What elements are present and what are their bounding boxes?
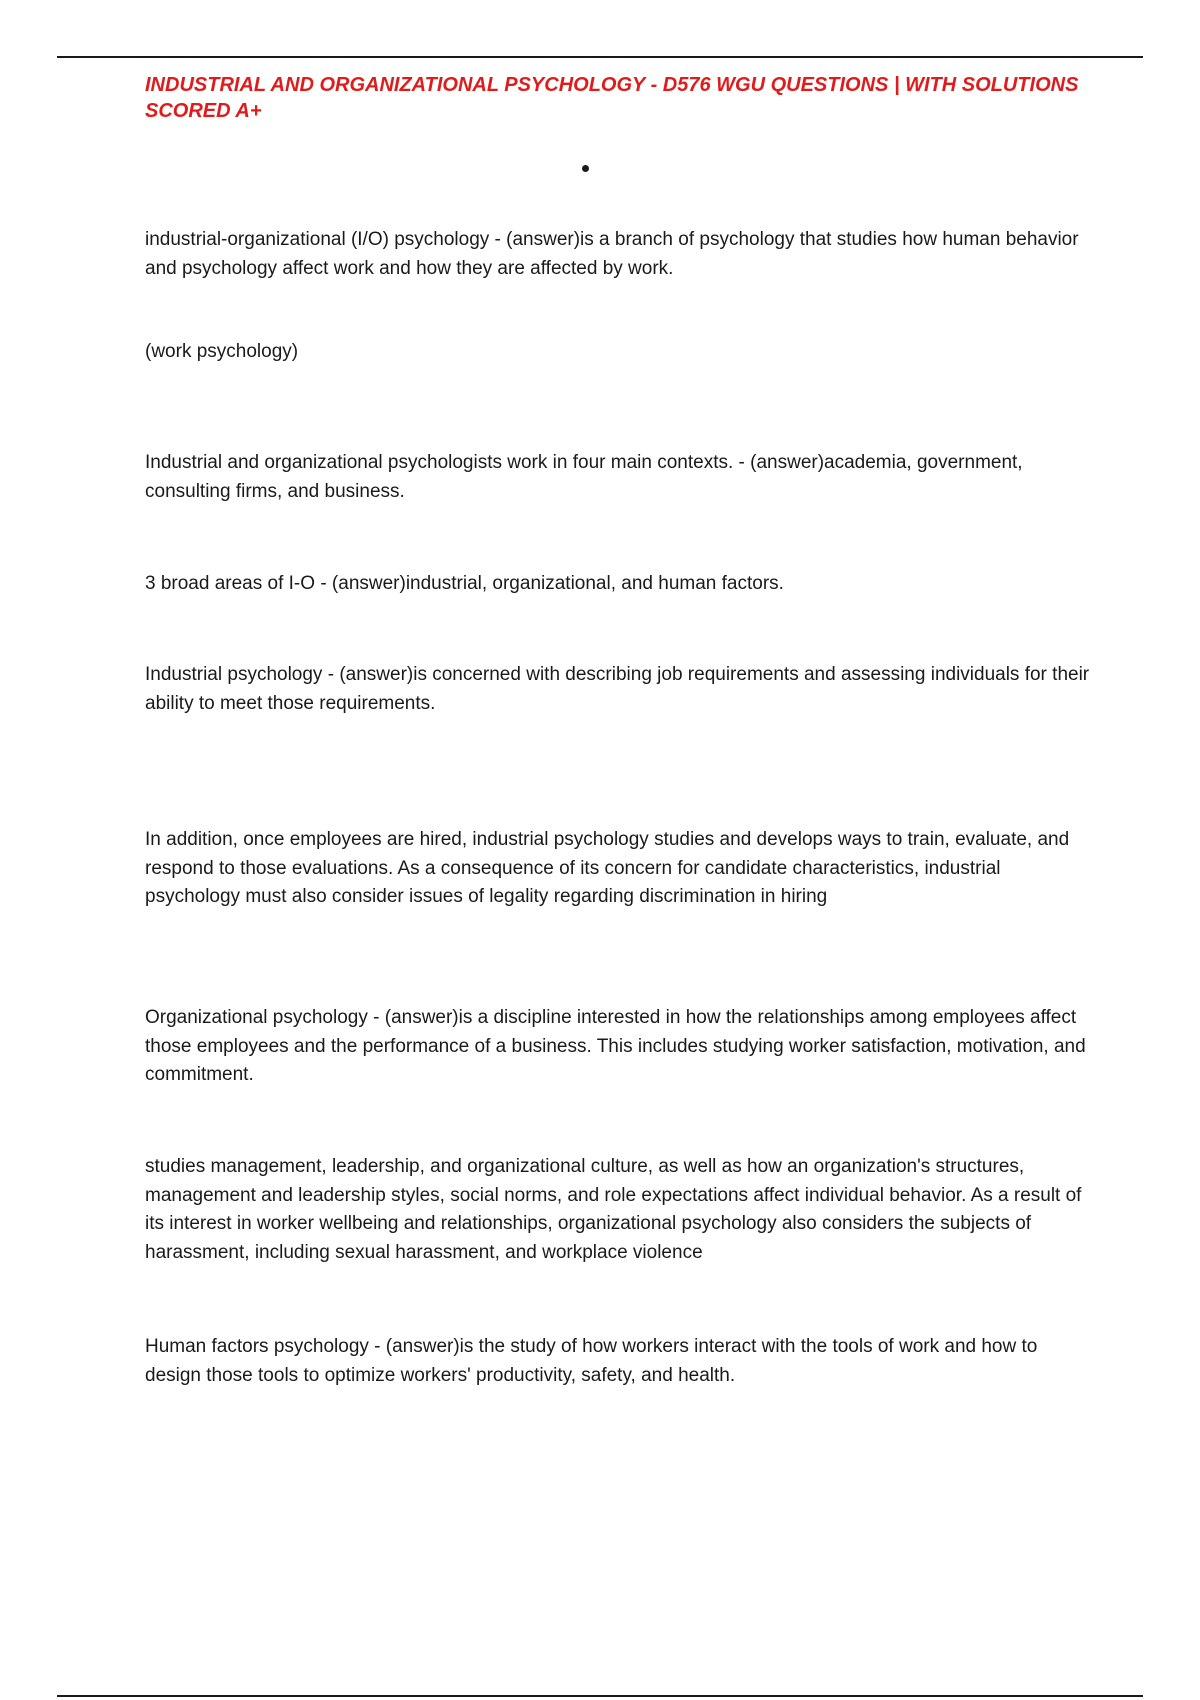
bottom-rule <box>57 1695 1143 1697</box>
document-title: INDUSTRIAL AND ORGANIZATIONAL PSYCHOLOGY - D576 WGU QUESTIONS | WITH SOLUTIONS SCORED A+ <box>145 74 1079 122</box>
paragraph-four-contexts: Industrial and organizational psychologists work in four main contexts. - (answer)academia, government, consulting firms, and business. <box>145 452 1023 502</box>
paragraph-work-psychology: (work psychology) <box>145 341 299 362</box>
paragraph-human-factors: Human factors psychology - (answer)is the study of how workers interact with the tools of work and how to design those tools to optimize workers' productivity, safety, and health. <box>145 1336 1038 1386</box>
paragraph-io-psychology-definition: industrial-organizational (I/O) psychology - (answer)is a branch of psychology that studies how human behavior and psychology affect work and how they are affected by work. <box>145 229 1079 279</box>
paragraph-organizational-psychology: Organizational psychology - (answer)is a discipline interested in how the relationships among employees affect those employees and the performance of a business. This includes studying worker satisfaction, motivation, and commitment. <box>145 1007 1086 1085</box>
paragraph-industrial-psychology: Industrial psychology - (answer)is concerned with describing job requirements and assessing individuals for their ability to meet those requirements. <box>145 664 1090 714</box>
bullet-dot <box>582 165 589 172</box>
paragraph-three-broad-areas: 3 broad areas of I-O - (answer)industrial, organizational, and human factors. <box>145 573 784 594</box>
paragraph-industrial-addition: In addition, once employees are hired, industrial psychology studies and develops ways to train, evaluate, and respond to those evaluations. As a consequence of its concern for candidate characteristics, industrial psychology must also consider issues of legality regarding discrimination in hiring <box>145 829 1070 907</box>
top-rule <box>57 56 1143 58</box>
paragraph-organizational-studies: studies management, leadership, and organizational culture, as well as how an organization's structures, management and leadership styles, social norms, and role expectations affect individual behavior. As a result of its interest in worker wellbeing and relationships, organizational psychology also considers the subjects of harassment, including sexual harassment, and workplace violence <box>145 1156 1082 1263</box>
